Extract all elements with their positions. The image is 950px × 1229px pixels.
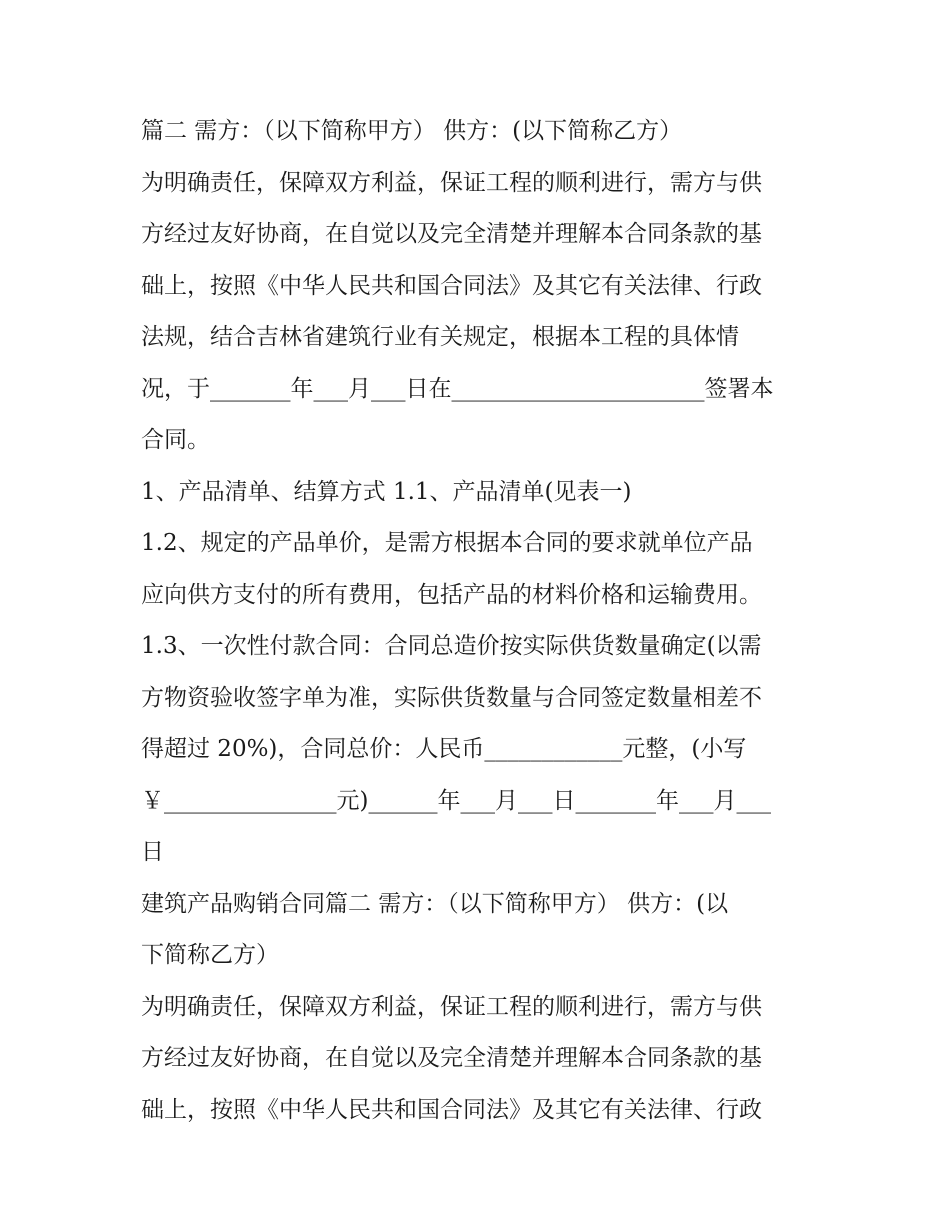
text-line: 方经过友好协商，在自觉以及完全清楚并理解本合同条款的基 [141, 1045, 762, 1071]
text-line: 础上，按照《中华人民共和国合同法》及其它有关法律、行政 [141, 272, 762, 299]
text-line: 础上，按照《中华人民共和国合同法》及其它有关法律、行政 [141, 1096, 762, 1123]
text-line: ￥_______________元)______年___月___日_______年___月___ [141, 787, 771, 814]
text-line: 为明确责任，保障双方利益，保证工程的顺利进行，需方与供 [141, 169, 762, 196]
text-line: 下简称乙方） [141, 942, 279, 968]
text-line: 得超过 20%)，合同总价：人民币____________元整，(小写 [141, 736, 747, 762]
text-line: 1.3、一次性付款合同：合同总造价按实际供货数量确定(以需 [141, 633, 762, 659]
text-line: 篇二 需方：（以下简称甲方） 供方：(以下简称乙方） [141, 118, 683, 144]
text-line: 应向供方支付的所有费用，包括产品的材料价格和运输费用。 [141, 581, 762, 608]
text-line: 1、产品清单、结算方式 1.1、产品清单(见表一) [141, 478, 632, 505]
text-line: 为明确责任，保障双方利益，保证工程的顺利进行，需方与供 [141, 993, 762, 1020]
text-line: 方物资验收签字单为准，实际供货数量与合同签定数量相差不 [141, 684, 762, 711]
text-line: 况，于_______年___月___日在______________________签署本 [141, 375, 774, 402]
text-line: 日 [141, 839, 164, 865]
document-body [141, 106, 831, 1136]
text-line: 建筑产品购销合同篇二 需方：（以下简称甲方） 供方：(以 [141, 890, 729, 917]
text-line: 合同。 [141, 427, 210, 453]
text-line: 1.2、规定的产品单价，是需方根据本合同的要求就单位产品 [141, 530, 753, 556]
text-line: 法规，结合吉林省建筑行业有关规定，根据本工程的具体情 [141, 324, 739, 350]
text-line: 方经过友好协商，在自觉以及完全清楚并理解本合同条款的基 [141, 221, 762, 247]
